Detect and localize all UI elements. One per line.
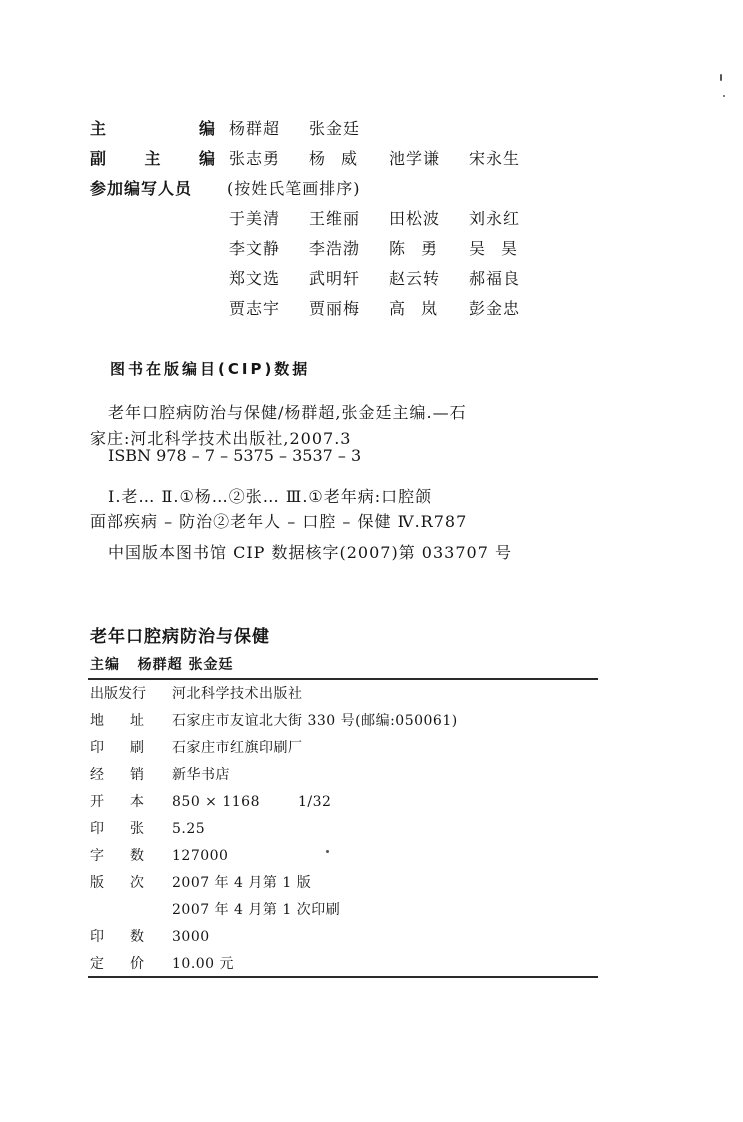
colophon-row-printing [90,899,340,919]
colophon-row-printer: 印 刷 石家庄市红旗印刷厂 [90,737,303,757]
scan-speck [720,74,722,81]
row-value: 2007 年 4 月第 1 版 [172,875,312,891]
row-value: 10.00 元 [172,956,235,972]
cip-classification-line-1: Ⅰ.老… Ⅱ.①杨…②张… Ⅲ.①老年病:口腔颌 [108,487,433,506]
row-label: 出版发行 [90,686,146,702]
row-value: 河北科学技术出版社 [172,686,303,702]
colophon-editor-names: 杨群超 张金廷 [137,657,234,673]
colophon-editors [90,654,234,674]
row-value: 2007 年 4 月第 1 次印刷 [172,902,341,918]
chief-editor-names: 杨群超 张金廷 [229,119,361,138]
row-value: 127000 [172,848,229,864]
contributors-line: 李文静 李浩渤 陈勇 吴昊 [229,239,534,258]
colophon-row-format: 开 本 850 × 1168 1/32 [90,794,332,810]
colophon-row-wordcount: 字 数 127000 [90,848,229,864]
chief-editor-label: 主 编 [90,119,215,138]
cip-entry-line-1: 老年口腔病防治与保健/杨群超,张金廷主编.—石 [108,403,467,422]
contributors-line: 贾志宇 贾丽梅 高岚 彭金忠 [229,299,521,318]
contributors-line: 于美清 王维丽 田松波 刘永红 [229,209,521,228]
cip-number: 中国版本图书馆 CIP 数据核字(2007)第 033707 号 [108,543,512,562]
colophon-row-edition: 版 次 2007 年 4 月第 1 版 [90,872,311,892]
divider-top [88,678,598,680]
row-value: 3000 [172,929,210,945]
contributors-line: 郑文选 武明轩 赵云转 郝福良 [229,269,521,288]
row-value: 新华书店 [172,767,230,783]
colophon-editor-label: 主编 [90,657,120,673]
book-title: 老年口腔病防治与保健 [90,627,270,647]
row-value: 850 × 1168 1/32 [172,794,332,810]
colophon-row-print-run: 印 数 3000 [90,929,210,945]
cip-classification-line-2: 面部疾病 – 防治②老年人 – 口腔 – 保健 Ⅳ.R787 [90,512,468,531]
deputy-editor-label: 副 主 编 [90,149,215,168]
colophon-row-price: 定 价 10.00 元 [90,953,234,973]
row-value: 石家庄市友谊北大街 330 号(邮编:050061) [172,713,458,729]
colophon-row-publisher [90,683,303,703]
deputy-editor-names: 张志勇 杨威 池学谦 宋永生 [229,149,521,168]
colophon-row-sheets: 印 张 5.25 [90,821,206,837]
row-value: 石家庄市红旗印刷厂 [172,740,303,756]
contributors-label: 参加编写人员 [90,179,193,198]
cip-isbn: ISBN 978 – 7 – 5375 – 3537 – 3 [108,446,362,465]
row-value: 5.25 [172,821,206,837]
divider-bottom [88,976,598,978]
scan-speck [723,95,725,97]
scan-speck [326,850,329,853]
cip-heading: 图书在版编目(CIP)数据 [110,360,311,378]
cip-entry-line-2: 家庄:河北科学技术出版社,2007.3 [90,429,352,448]
contributors-note: (按姓氏笔画排序) [227,179,361,198]
colophon-row-address: 地 址 石家庄市友谊北大街 330 号(邮编:050061) [90,710,458,730]
colophon-row-distributor: 经 销 新华书店 [90,764,230,784]
